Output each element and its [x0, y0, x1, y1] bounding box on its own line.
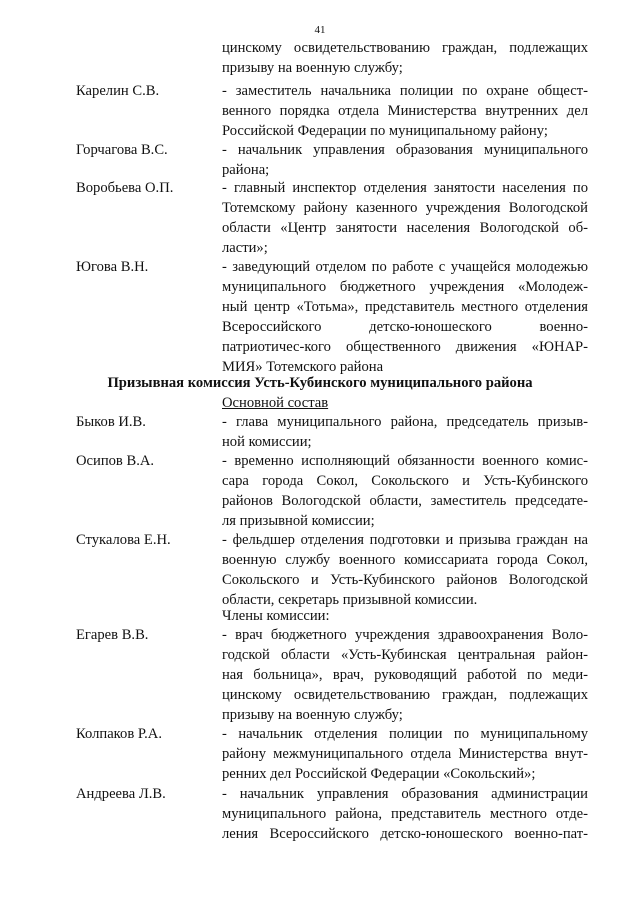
description-line: ления Всероссийского детско-юношеского военно-пат-	[222, 826, 588, 842]
description-line: - главный инспектор отделения занятости населения по	[222, 180, 588, 196]
description-line: - начальник управления образования администрации	[222, 786, 588, 802]
person-name: Осипов В.А.	[76, 453, 155, 469]
members-label: Члены комиссии:	[222, 608, 330, 624]
description-line: призыву на военную службу;	[222, 707, 403, 723]
description-line: ный центр «Тотьма», представитель местного отделения	[222, 299, 588, 315]
person-name: Колпаков Р.А.	[76, 726, 162, 742]
person-name: Стукалова Е.Н.	[76, 532, 171, 548]
person-name: Горчагова В.С.	[76, 142, 168, 158]
person-name: Быков И.В.	[76, 414, 146, 430]
description-line: - начальник отделения полиции по муниципальному	[222, 726, 588, 742]
description-line: муниципального района, представитель местного отде-	[222, 806, 588, 822]
description-line: венного порядка отдела Министерства внутренних дел	[222, 103, 588, 119]
description-line: - временно исполняющий обязанности военного комис-	[222, 453, 588, 469]
description-line: МИЯ» Тотемского района	[222, 359, 384, 375]
description-line: - глава муниципального района, председатель призыв-	[222, 414, 588, 430]
description-line: цинскому освидетельствованию граждан, подлежащих	[222, 687, 588, 703]
description-line: Всероссийского детско-юношеского военно-	[222, 319, 588, 335]
person-name: Воробьева О.П.	[76, 180, 174, 196]
description-line: сара города Сокол, Сокольского и Усть-Кубинского	[222, 473, 588, 489]
description-line: - фельдшер отделения подготовки и призыва граждан на	[222, 532, 588, 548]
main-staff-label: Основной состав	[222, 395, 329, 411]
person-name: Югова В.Н.	[76, 259, 149, 275]
description-line: Тотемскому району казенного учреждения Вологодской	[222, 200, 588, 216]
description-line: - начальник управления образования муниципального	[222, 142, 588, 158]
person-name: Карелин С.В.	[76, 83, 160, 99]
continuation-line: призыву на военную службу;	[222, 60, 403, 76]
person-name: Егарев В.В.	[76, 627, 149, 643]
description-line: - врач бюджетного учреждения здравоохранения Воло-	[222, 627, 588, 643]
description-line: ная больница», врач, руководящий работой по меди-	[222, 667, 588, 683]
commission-title: Призывная комиссия Усть-Кубинского муниципального района	[107, 375, 533, 391]
description-line: годской области «Усть-Кубинская центральная район-	[222, 647, 588, 663]
page-number: 41	[314, 24, 326, 36]
description-line: ласти»;	[222, 240, 268, 256]
description-line: области, секретарь призывной комиссии.	[222, 592, 478, 608]
description-line: муниципального бюджетного учреждения «Молодеж-	[222, 279, 588, 295]
continuation-line: цинскому освидетельствованию граждан, подлежащих	[222, 40, 588, 56]
description-line: военную службу военного комиссариата города Сокол,	[222, 552, 588, 568]
description-line: ной комиссии;	[222, 434, 312, 450]
description-line: - заместитель начальника полиции по охране общест-	[222, 83, 588, 99]
person-name: Андреева Л.В.	[76, 786, 166, 802]
description-line: ренних дел Российской Федерации «Сокольский»;	[222, 766, 536, 782]
description-line: ля призывной комиссии;	[222, 513, 375, 529]
description-line: области «Центр занятости населения Вологодской об-	[222, 220, 588, 236]
description-line: районов Вологодской области, заместитель председате-	[222, 493, 588, 509]
description-line: Российской Федерации по муниципальному району;	[222, 123, 548, 139]
description-line: - заведующий отделом по работе с учащейся молодежью	[222, 259, 588, 275]
description-line: району межмуниципального отдела Министерства внут-	[222, 746, 588, 762]
description-line: патриотичес-кого общественного движения «ЮНАР-	[222, 339, 588, 355]
description-line: района;	[222, 162, 270, 178]
description-line: Сокольского и Усть-Кубинского районов Вологодской	[222, 572, 588, 588]
